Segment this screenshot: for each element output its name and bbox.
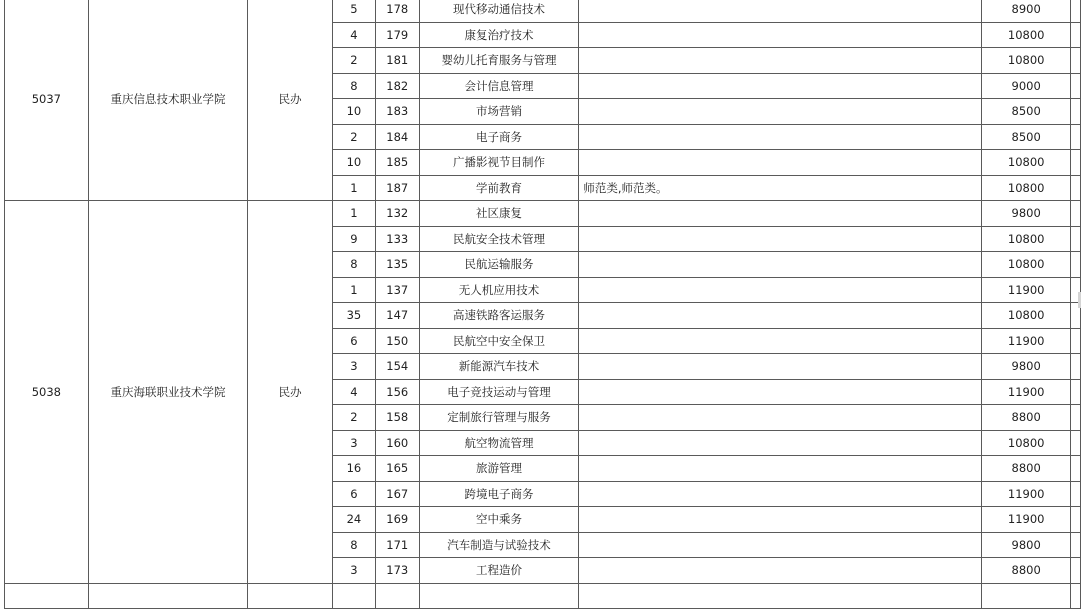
note-cell bbox=[579, 48, 982, 74]
major-code-cell: 171 bbox=[375, 532, 419, 558]
major-code-cell: 133 bbox=[375, 226, 419, 252]
plan-count-cell: 3 bbox=[332, 354, 375, 380]
tuition-fee-cell: 10800 bbox=[982, 252, 1071, 278]
major-code-cell: 187 bbox=[375, 175, 419, 201]
plan-count-cell: 9 bbox=[332, 226, 375, 252]
plan-count-cell: 35 bbox=[332, 303, 375, 329]
empty-cell bbox=[248, 583, 333, 609]
note-cell bbox=[579, 73, 982, 99]
note-cell bbox=[579, 226, 982, 252]
admission-plan-table bbox=[4, 0, 1081, 609]
plan-count-cell: 4 bbox=[332, 379, 375, 405]
major-code-cell: 167 bbox=[375, 481, 419, 507]
major-code-cell: 185 bbox=[375, 150, 419, 176]
note-cell bbox=[579, 124, 982, 150]
edge-cell bbox=[1071, 48, 1081, 74]
major-code-cell: 135 bbox=[375, 252, 419, 278]
major-name-cell: 会计信息管理 bbox=[419, 73, 579, 99]
major-name-cell: 新能源汽车技术 bbox=[419, 354, 579, 380]
note-cell bbox=[579, 201, 982, 227]
empty-cell bbox=[1071, 583, 1081, 609]
plan-count-cell: 24 bbox=[332, 507, 375, 533]
tuition-fee-cell: 11900 bbox=[982, 507, 1071, 533]
note-cell bbox=[579, 532, 982, 558]
major-name-cell: 汽车制造与试验技术 bbox=[419, 532, 579, 558]
note-cell: 师范类,师范类。 bbox=[579, 175, 982, 201]
major-code-cell: 147 bbox=[375, 303, 419, 329]
tuition-fee-cell: 8500 bbox=[982, 99, 1071, 125]
plan-count-cell: 10 bbox=[332, 150, 375, 176]
major-name-cell: 民航安全技术管理 bbox=[419, 226, 579, 252]
plan-count-cell: 1 bbox=[332, 277, 375, 303]
tuition-fee-cell: 9800 bbox=[982, 201, 1071, 227]
school-code-cell: 5037 bbox=[5, 0, 89, 201]
major-code-cell: 154 bbox=[375, 354, 419, 380]
school-type-cell: 民办 bbox=[248, 201, 333, 584]
edge-cell bbox=[1071, 558, 1081, 584]
tuition-fee-cell: 8900 bbox=[982, 0, 1071, 22]
tuition-fee-cell: 10800 bbox=[982, 150, 1071, 176]
edge-cell bbox=[1071, 532, 1081, 558]
plan-count-cell: 8 bbox=[332, 252, 375, 278]
edge-cell bbox=[1071, 201, 1081, 227]
edge-cell bbox=[1071, 328, 1081, 354]
note-cell bbox=[579, 481, 982, 507]
plan-count-cell: 6 bbox=[332, 481, 375, 507]
empty-cell bbox=[332, 583, 375, 609]
table-body bbox=[5, 0, 1081, 609]
major-name-cell: 社区康复 bbox=[419, 201, 579, 227]
major-name-cell: 定制旅行管理与服务 bbox=[419, 405, 579, 431]
edge-cell bbox=[1071, 150, 1081, 176]
tuition-fee-cell: 9000 bbox=[982, 73, 1071, 99]
table-row bbox=[5, 583, 1081, 609]
edge-cell bbox=[1071, 22, 1081, 48]
major-code-cell: 132 bbox=[375, 201, 419, 227]
tuition-fee-cell: 11900 bbox=[982, 277, 1071, 303]
major-code-cell: 179 bbox=[375, 22, 419, 48]
tuition-fee-cell: 9800 bbox=[982, 354, 1071, 380]
major-code-cell: 158 bbox=[375, 405, 419, 431]
plan-count-cell: 5 bbox=[332, 0, 375, 22]
major-name-cell: 电子竞技运动与管理 bbox=[419, 379, 579, 405]
major-code-cell: 137 bbox=[375, 277, 419, 303]
empty-cell bbox=[375, 583, 419, 609]
edge-cell bbox=[1071, 379, 1081, 405]
edge-cell bbox=[1071, 252, 1081, 278]
edge-cell bbox=[1071, 99, 1081, 125]
major-name-cell: 广播影视节目制作 bbox=[419, 150, 579, 176]
major-code-cell: 169 bbox=[375, 507, 419, 533]
tuition-fee-cell: 11900 bbox=[982, 481, 1071, 507]
plan-count-cell: 16 bbox=[332, 456, 375, 482]
major-code-cell: 181 bbox=[375, 48, 419, 74]
note-cell bbox=[579, 507, 982, 533]
major-name-cell: 无人机应用技术 bbox=[419, 277, 579, 303]
major-name-cell: 跨境电子商务 bbox=[419, 481, 579, 507]
tuition-fee-cell: 11900 bbox=[982, 328, 1071, 354]
major-code-cell: 184 bbox=[375, 124, 419, 150]
tuition-fee-cell: 10800 bbox=[982, 430, 1071, 456]
major-code-cell: 160 bbox=[375, 430, 419, 456]
note-cell bbox=[579, 252, 982, 278]
major-name-cell: 高速铁路客运服务 bbox=[419, 303, 579, 329]
note-cell bbox=[579, 558, 982, 584]
edge-cell bbox=[1071, 456, 1081, 482]
note-cell bbox=[579, 405, 982, 431]
tuition-fee-cell: 8800 bbox=[982, 558, 1071, 584]
major-name-cell: 空中乘务 bbox=[419, 507, 579, 533]
major-code-cell: 178 bbox=[375, 0, 419, 22]
empty-cell bbox=[5, 583, 89, 609]
tuition-fee-cell: 8500 bbox=[982, 124, 1071, 150]
edge-cell bbox=[1071, 405, 1081, 431]
table-row bbox=[5, 201, 1081, 227]
note-cell bbox=[579, 277, 982, 303]
empty-cell bbox=[579, 583, 982, 609]
tuition-fee-cell: 10800 bbox=[982, 175, 1071, 201]
tuition-fee-cell: 10800 bbox=[982, 303, 1071, 329]
major-code-cell: 182 bbox=[375, 73, 419, 99]
tuition-fee-cell: 10800 bbox=[982, 226, 1071, 252]
note-cell bbox=[579, 328, 982, 354]
plan-count-cell: 8 bbox=[332, 73, 375, 99]
plan-count-cell: 1 bbox=[332, 201, 375, 227]
major-name-cell: 电子商务 bbox=[419, 124, 579, 150]
note-cell bbox=[579, 430, 982, 456]
school-name-cell: 重庆信息技术职业学院 bbox=[88, 0, 248, 201]
plan-count-cell: 2 bbox=[332, 48, 375, 74]
major-name-cell: 康复治疗技术 bbox=[419, 22, 579, 48]
edge-cell bbox=[1071, 481, 1081, 507]
note-cell bbox=[579, 456, 982, 482]
plan-count-cell: 8 bbox=[332, 532, 375, 558]
edge-cell bbox=[1071, 175, 1081, 201]
edge-cell bbox=[1071, 354, 1081, 380]
note-cell bbox=[579, 150, 982, 176]
tuition-fee-cell: 10800 bbox=[982, 48, 1071, 74]
major-name-cell: 旅游管理 bbox=[419, 456, 579, 482]
plan-count-cell: 2 bbox=[332, 124, 375, 150]
school-code-cell: 5038 bbox=[5, 201, 89, 584]
tuition-fee-cell: 9800 bbox=[982, 532, 1071, 558]
edge-cell bbox=[1071, 226, 1081, 252]
major-code-cell: 156 bbox=[375, 379, 419, 405]
table-row bbox=[5, 0, 1081, 22]
major-name-cell: 市场营销 bbox=[419, 99, 579, 125]
note-cell bbox=[579, 303, 982, 329]
major-code-cell: 173 bbox=[375, 558, 419, 584]
tuition-fee-cell: 8800 bbox=[982, 405, 1071, 431]
note-cell bbox=[579, 0, 982, 22]
tuition-fee-cell: 10800 bbox=[982, 22, 1071, 48]
plan-count-cell: 6 bbox=[332, 328, 375, 354]
edge-cell bbox=[1071, 507, 1081, 533]
edge-cell bbox=[1071, 73, 1081, 99]
major-name-cell: 民航空中安全保卫 bbox=[419, 328, 579, 354]
school-name-cell: 重庆海联职业技术学院 bbox=[88, 201, 248, 584]
note-cell bbox=[579, 379, 982, 405]
note-cell bbox=[579, 22, 982, 48]
major-name-cell: 民航运输服务 bbox=[419, 252, 579, 278]
plan-count-cell: 4 bbox=[332, 22, 375, 48]
major-code-cell: 150 bbox=[375, 328, 419, 354]
major-name-cell: 婴幼儿托育服务与管理 bbox=[419, 48, 579, 74]
plan-count-cell: 3 bbox=[332, 430, 375, 456]
major-name-cell: 现代移动通信技术 bbox=[419, 0, 579, 22]
major-name-cell: 航空物流管理 bbox=[419, 430, 579, 456]
edge-cell bbox=[1071, 0, 1081, 22]
edge-cell bbox=[1071, 124, 1081, 150]
plan-count-cell: 10 bbox=[332, 99, 375, 125]
major-name-cell: 工程造价 bbox=[419, 558, 579, 584]
school-type-cell: 民办 bbox=[248, 0, 333, 201]
note-cell bbox=[579, 99, 982, 125]
plan-count-cell: 3 bbox=[332, 558, 375, 584]
plan-count-cell: 2 bbox=[332, 405, 375, 431]
tuition-fee-cell: 11900 bbox=[982, 379, 1071, 405]
note-cell bbox=[579, 354, 982, 380]
empty-cell bbox=[88, 583, 248, 609]
major-code-cell: 183 bbox=[375, 99, 419, 125]
major-name-cell: 学前教育 bbox=[419, 175, 579, 201]
major-code-cell: 165 bbox=[375, 456, 419, 482]
plan-count-cell: 1 bbox=[332, 175, 375, 201]
tuition-fee-cell: 8800 bbox=[982, 456, 1071, 482]
edge-cell bbox=[1071, 430, 1081, 456]
empty-cell bbox=[982, 583, 1071, 609]
empty-cell bbox=[419, 583, 579, 609]
